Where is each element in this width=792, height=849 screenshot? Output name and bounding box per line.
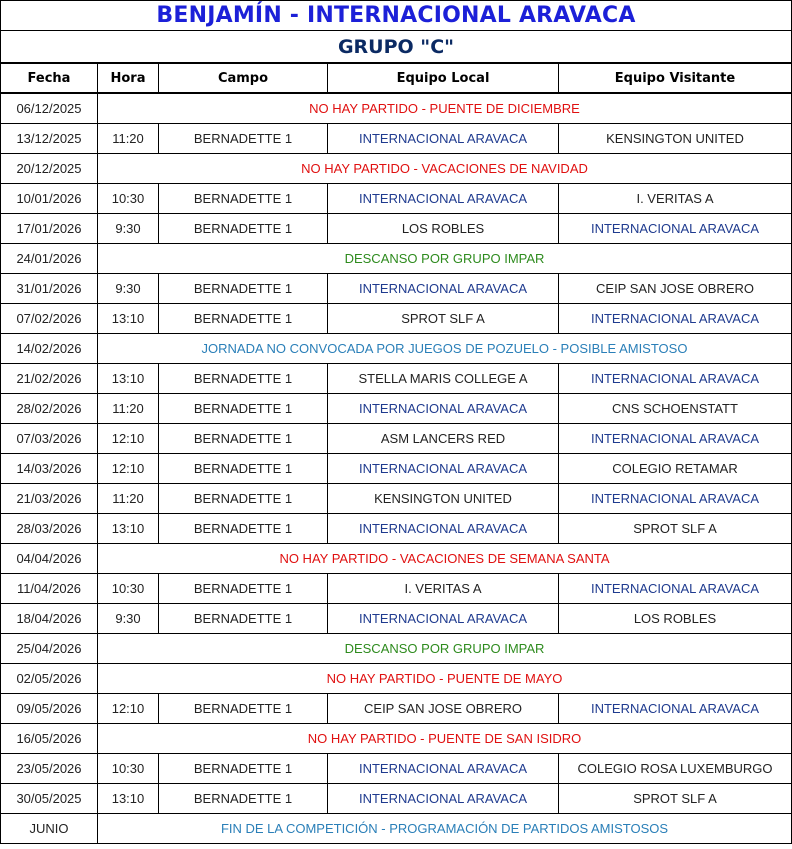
table-row	[1, 724, 792, 754]
cell-note: NO HAY PARTIDO - VACACIONES DE NAVIDAD	[98, 154, 792, 184]
cell-hora: 11:20	[98, 484, 159, 514]
cell-equipo-local: ASM LANCERS RED	[328, 424, 559, 454]
table-row	[1, 484, 792, 514]
cell-equipo-visitante: COLEGIO ROSA LUXEMBURGO	[559, 754, 792, 784]
cell-equipo-visitante: INTERNACIONAL ARAVACA	[559, 364, 792, 394]
table-row	[1, 514, 792, 544]
cell-hora: 10:30	[98, 574, 159, 604]
cell-equipo-local: INTERNACIONAL ARAVACA	[328, 124, 559, 154]
group-title: GRUPO "C"	[1, 31, 792, 64]
table-row	[1, 93, 792, 124]
cell-note: DESCANSO POR GRUPO IMPAR	[98, 244, 792, 274]
cell-campo: BERNADETTE 1	[159, 574, 328, 604]
cell-fecha: 11/04/2026	[1, 574, 98, 604]
table-row	[1, 574, 792, 604]
cell-fecha: 14/02/2026	[1, 334, 98, 364]
cell-hora: 11:20	[98, 124, 159, 154]
cell-fecha: 25/04/2026	[1, 634, 98, 664]
cell-equipo-local: STELLA MARIS COLLEGE A	[328, 364, 559, 394]
cell-campo: BERNADETTE 1	[159, 484, 328, 514]
cell-fecha: 31/01/2026	[1, 274, 98, 304]
table-row	[1, 244, 792, 274]
cell-fecha: JUNIO	[1, 814, 98, 844]
cell-fecha: 02/05/2026	[1, 664, 98, 694]
cell-fecha: 10/01/2026	[1, 184, 98, 214]
cell-equipo-local: INTERNACIONAL ARAVACA	[328, 184, 559, 214]
header-equipo-visitante: Equipo Visitante	[559, 63, 792, 93]
cell-equipo-visitante: I. VERITAS A	[559, 184, 792, 214]
cell-equipo-local: SPROT SLF A	[328, 304, 559, 334]
cell-campo: BERNADETTE 1	[159, 364, 328, 394]
table-row	[1, 184, 792, 214]
cell-equipo-local: INTERNACIONAL ARAVACA	[328, 394, 559, 424]
cell-equipo-visitante: INTERNACIONAL ARAVACA	[559, 484, 792, 514]
cell-equipo-local: KENSINGTON UNITED	[328, 484, 559, 514]
cell-fecha: 18/04/2026	[1, 604, 98, 634]
cell-fecha: 14/03/2026	[1, 454, 98, 484]
table-row	[1, 124, 792, 154]
cell-fecha: 06/12/2025	[1, 93, 98, 124]
cell-fecha: 04/04/2026	[1, 544, 98, 574]
cell-campo: BERNADETTE 1	[159, 304, 328, 334]
cell-equipo-local: INTERNACIONAL ARAVACA	[328, 454, 559, 484]
cell-campo: BERNADETTE 1	[159, 424, 328, 454]
cell-note: JORNADA NO CONVOCADA POR JUEGOS DE POZUELO - POSIBLE AMISTOSO	[98, 334, 792, 364]
table-row	[1, 334, 792, 364]
cell-hora: 9:30	[98, 604, 159, 634]
cell-equipo-local: INTERNACIONAL ARAVACA	[328, 514, 559, 544]
header-fecha: Fecha	[1, 63, 98, 93]
table-row	[1, 604, 792, 634]
cell-campo: BERNADETTE 1	[159, 124, 328, 154]
cell-fecha: 20/12/2025	[1, 154, 98, 184]
cell-fecha: 28/02/2026	[1, 394, 98, 424]
cell-equipo-local: INTERNACIONAL ARAVACA	[328, 604, 559, 634]
cell-note: FIN DE LA COMPETICIÓN - PROGRAMACIÓN DE PARTIDOS AMISTOSOS	[98, 814, 792, 844]
cell-equipo-visitante: COLEGIO RETAMAR	[559, 454, 792, 484]
cell-fecha: 24/01/2026	[1, 244, 98, 274]
cell-fecha: 21/03/2026	[1, 484, 98, 514]
cell-campo: BERNADETTE 1	[159, 214, 328, 244]
cell-equipo-local: INTERNACIONAL ARAVACA	[328, 274, 559, 304]
cell-fecha: 09/05/2026	[1, 694, 98, 724]
table-row	[1, 454, 792, 484]
cell-hora: 13:10	[98, 364, 159, 394]
cell-campo: BERNADETTE 1	[159, 754, 328, 784]
table-row	[1, 424, 792, 454]
cell-equipo-visitante: SPROT SLF A	[559, 784, 792, 814]
cell-equipo-visitante: INTERNACIONAL ARAVACA	[559, 574, 792, 604]
cell-note: DESCANSO POR GRUPO IMPAR	[98, 634, 792, 664]
cell-equipo-local: LOS ROBLES	[328, 214, 559, 244]
table-row	[1, 394, 792, 424]
cell-fecha: 07/03/2026	[1, 424, 98, 454]
cell-campo: BERNADETTE 1	[159, 514, 328, 544]
cell-campo: BERNADETTE 1	[159, 454, 328, 484]
cell-equipo-visitante: INTERNACIONAL ARAVACA	[559, 424, 792, 454]
cell-fecha: 13/12/2025	[1, 124, 98, 154]
table-row	[1, 754, 792, 784]
cell-fecha: 30/05/2025	[1, 784, 98, 814]
cell-campo: BERNADETTE 1	[159, 184, 328, 214]
cell-fecha: 28/03/2026	[1, 514, 98, 544]
cell-campo: BERNADETTE 1	[159, 694, 328, 724]
cell-hora: 12:10	[98, 694, 159, 724]
table-row	[1, 544, 792, 574]
cell-fecha: 16/05/2026	[1, 724, 98, 754]
cell-hora: 12:10	[98, 454, 159, 484]
page-title: BENJAMÍN - INTERNACIONAL ARAVACA	[1, 1, 792, 31]
cell-hora: 10:30	[98, 184, 159, 214]
cell-equipo-local: CEIP SAN JOSE OBRERO	[328, 694, 559, 724]
header-row	[1, 63, 792, 93]
cell-fecha: 07/02/2026	[1, 304, 98, 334]
cell-equipo-visitante: CNS SCHOENSTATT	[559, 394, 792, 424]
cell-note: NO HAY PARTIDO - PUENTE DE SAN ISIDRO	[98, 724, 792, 754]
cell-equipo-visitante: CEIP SAN JOSE OBRERO	[559, 274, 792, 304]
cell-note: NO HAY PARTIDO - PUENTE DE DICIEMBRE	[98, 93, 792, 124]
cell-equipo-local: INTERNACIONAL ARAVACA	[328, 784, 559, 814]
cell-equipo-visitante: SPROT SLF A	[559, 514, 792, 544]
cell-note: NO HAY PARTIDO - PUENTE DE MAYO	[98, 664, 792, 694]
cell-campo: BERNADETTE 1	[159, 394, 328, 424]
cell-equipo-local: INTERNACIONAL ARAVACA	[328, 754, 559, 784]
header-equipo-local: Equipo Local	[328, 63, 559, 93]
table-row	[1, 664, 792, 694]
table-row	[1, 364, 792, 394]
cell-equipo-visitante: KENSINGTON UNITED	[559, 124, 792, 154]
cell-hora: 12:10	[98, 424, 159, 454]
table-row	[1, 694, 792, 724]
table-row	[1, 784, 792, 814]
cell-equipo-visitante: INTERNACIONAL ARAVACA	[559, 694, 792, 724]
cell-campo: BERNADETTE 1	[159, 784, 328, 814]
cell-hora: 9:30	[98, 274, 159, 304]
cell-note: NO HAY PARTIDO - VACACIONES DE SEMANA SANTA	[98, 544, 792, 574]
cell-fecha: 21/02/2026	[1, 364, 98, 394]
cell-hora: 11:20	[98, 394, 159, 424]
cell-equipo-local: I. VERITAS A	[328, 574, 559, 604]
table-row	[1, 214, 792, 244]
table-row	[1, 274, 792, 304]
cell-equipo-visitante: LOS ROBLES	[559, 604, 792, 634]
cell-equipo-visitante: INTERNACIONAL ARAVACA	[559, 214, 792, 244]
cell-hora: 13:10	[98, 514, 159, 544]
table-row	[1, 304, 792, 334]
cell-campo: BERNADETTE 1	[159, 274, 328, 304]
cell-fecha: 17/01/2026	[1, 214, 98, 244]
cell-equipo-visitante: INTERNACIONAL ARAVACA	[559, 304, 792, 334]
cell-hora: 10:30	[98, 754, 159, 784]
header-campo: Campo	[159, 63, 328, 93]
cell-fecha: 23/05/2026	[1, 754, 98, 784]
table-row	[1, 634, 792, 664]
table-row	[1, 814, 792, 844]
cell-campo: BERNADETTE 1	[159, 604, 328, 634]
cell-hora: 13:10	[98, 304, 159, 334]
cell-hora: 9:30	[98, 214, 159, 244]
table-row	[1, 154, 792, 184]
header-hora: Hora	[98, 63, 159, 93]
cell-hora: 13:10	[98, 784, 159, 814]
